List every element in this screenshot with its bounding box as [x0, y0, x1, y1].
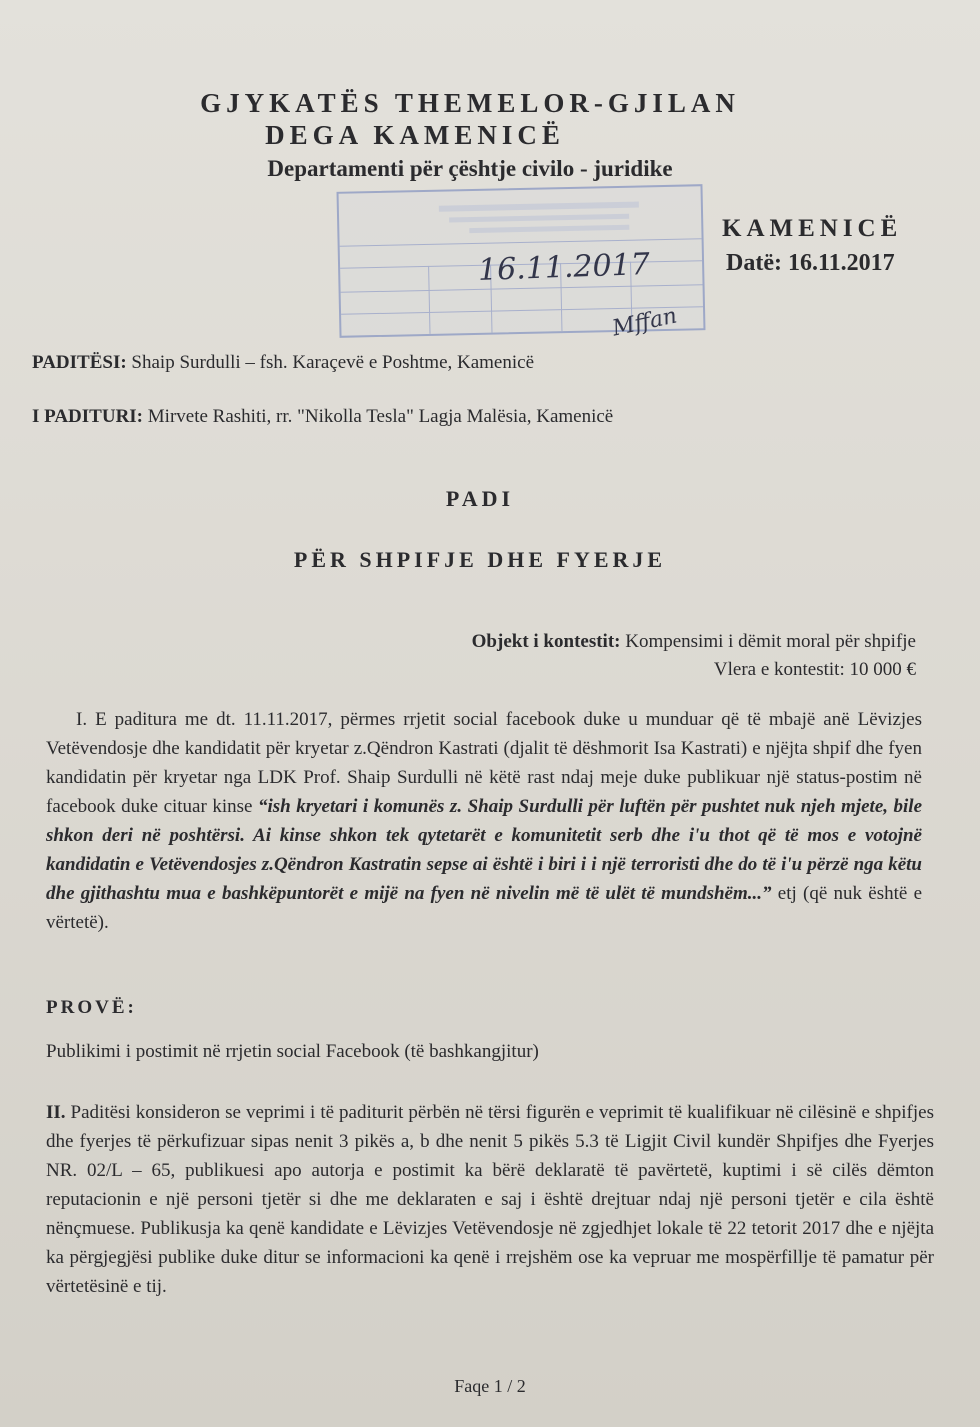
claim-object-value: Kompensimi i dëmit moral për shpifje	[625, 631, 916, 652]
section-2-text: Paditësi konsideron se veprimi i të paditurit përbën në tërsi figurën e veprimit të kualifikuar në cilësinë e shpifjes dhe fyerjes të përkufizuar sipas nenit 3 pikës a, b dhe nenit 5 pikës 5.3 të Ligjit Civil kundër Shpifjes dhe Fyerjes NR. 02/L – 65, publikuesi apo autorja e postimit ka bërë deklaratë të pavërtetë, kuptimi i së cilës dëmton reputacionin e një personi tjetër si dhe me deklaraten e saj i është drejtuar ndaj një personi tjetër e cila është nënçmuese. Publikusja ka qenë kandidate e Lëvizjes Vetëvendosje në zgjedhjet lokale të 22 tetorit 2017 dhe e njëjta ka përgjegjësi publike duke ditur se informacioni ka qenë i rrejshëm ose ka vepruar me mospërfillje të pamatur për vërtetësinë e tij.	[46, 1102, 934, 1297]
court-department: Departamenti për çështje civilo - juridike	[267, 156, 673, 181]
stamp-signature: Mffan	[610, 303, 680, 342]
section-2	[46, 1098, 934, 1301]
section-1-intro: E paditura me dt. 11.11.2017, përmes rrjetit social facebook duke u munduar që të mbajë anë Lëvizjes Vetëvendosje dhe kandidatit për kryetar z.Qëndron Kastrati (djalit të dëshmorit Isa Kastrati) e njëjta shpif dhe fyen kandidatin për kryetar nga LDK Prof. Shaip Surdulli në këtë rast ndaj meje duke publikuar një status-postim në facebook duke cituar kinse	[46, 709, 922, 817]
plaintiff-value: Shaip Surdulli – fsh. Karaçevë e Poshtme, Kamenicë	[131, 352, 535, 373]
stamp-handwritten-date: 16.11.2017	[477, 247, 651, 288]
court-name: GJYKATËS THEMELOR-GJILAN	[200, 88, 740, 118]
section-2-number: II.	[46, 1102, 66, 1123]
document-title: PADI	[445, 486, 515, 511]
plaintiff-label: PADITËSI:	[32, 352, 127, 373]
section-1	[46, 705, 922, 937]
defendant	[32, 406, 613, 428]
evidence-heading: PROVË:	[46, 997, 137, 1018]
plaintiff	[32, 352, 534, 374]
section-1-quote: “ish kryetari i komunës z. Shaip Surdulli për luftën për pushtet nuk njeh mjete, bile shkon deri në poshtërsi. Ai kinse shkon tek qytetarët e komunitetit serb dhe i'u thot që të mos e votojnë kandidatin e Vetëvendosjes z.Qëndron Kastratin sepse ai është i biri i i një terroristi dhe do të i'u përzë nga këtu dhe gjithashtu mua e bashkëpuntorët e mijë na fyen në nivelin më të ulët të mundshëm...”	[46, 796, 923, 904]
court-branch: DEGA KAMENICË	[265, 120, 565, 150]
document-subtitle: PËR SHPIFJE DHE FYERJE	[293, 547, 667, 572]
city: KAMENICË	[722, 215, 903, 242]
document-date: Datë: 16.11.2017	[726, 250, 895, 276]
page-number: Faqe 1 / 2	[454, 1376, 526, 1396]
claim-object-label: Objekt i kontestit:	[471, 631, 621, 652]
section-1-number: I.	[76, 709, 88, 730]
defendant-value: Mirvete Rashiti, rr. "Nikolla Tesla" Lagja Malësia, Kamenicë	[147, 406, 614, 427]
section-1-outro: etj (që nuk është e vërtetë).	[46, 883, 922, 933]
evidence-text: Publikimi i postimit në rrjetin social Facebook (të bashkangjitur)	[46, 1041, 539, 1062]
claim-object	[472, 628, 916, 684]
defendant-label: I PADITURI:	[32, 406, 144, 427]
claim-amount: Vlera e kontestit: 10 000 €	[713, 659, 916, 680]
